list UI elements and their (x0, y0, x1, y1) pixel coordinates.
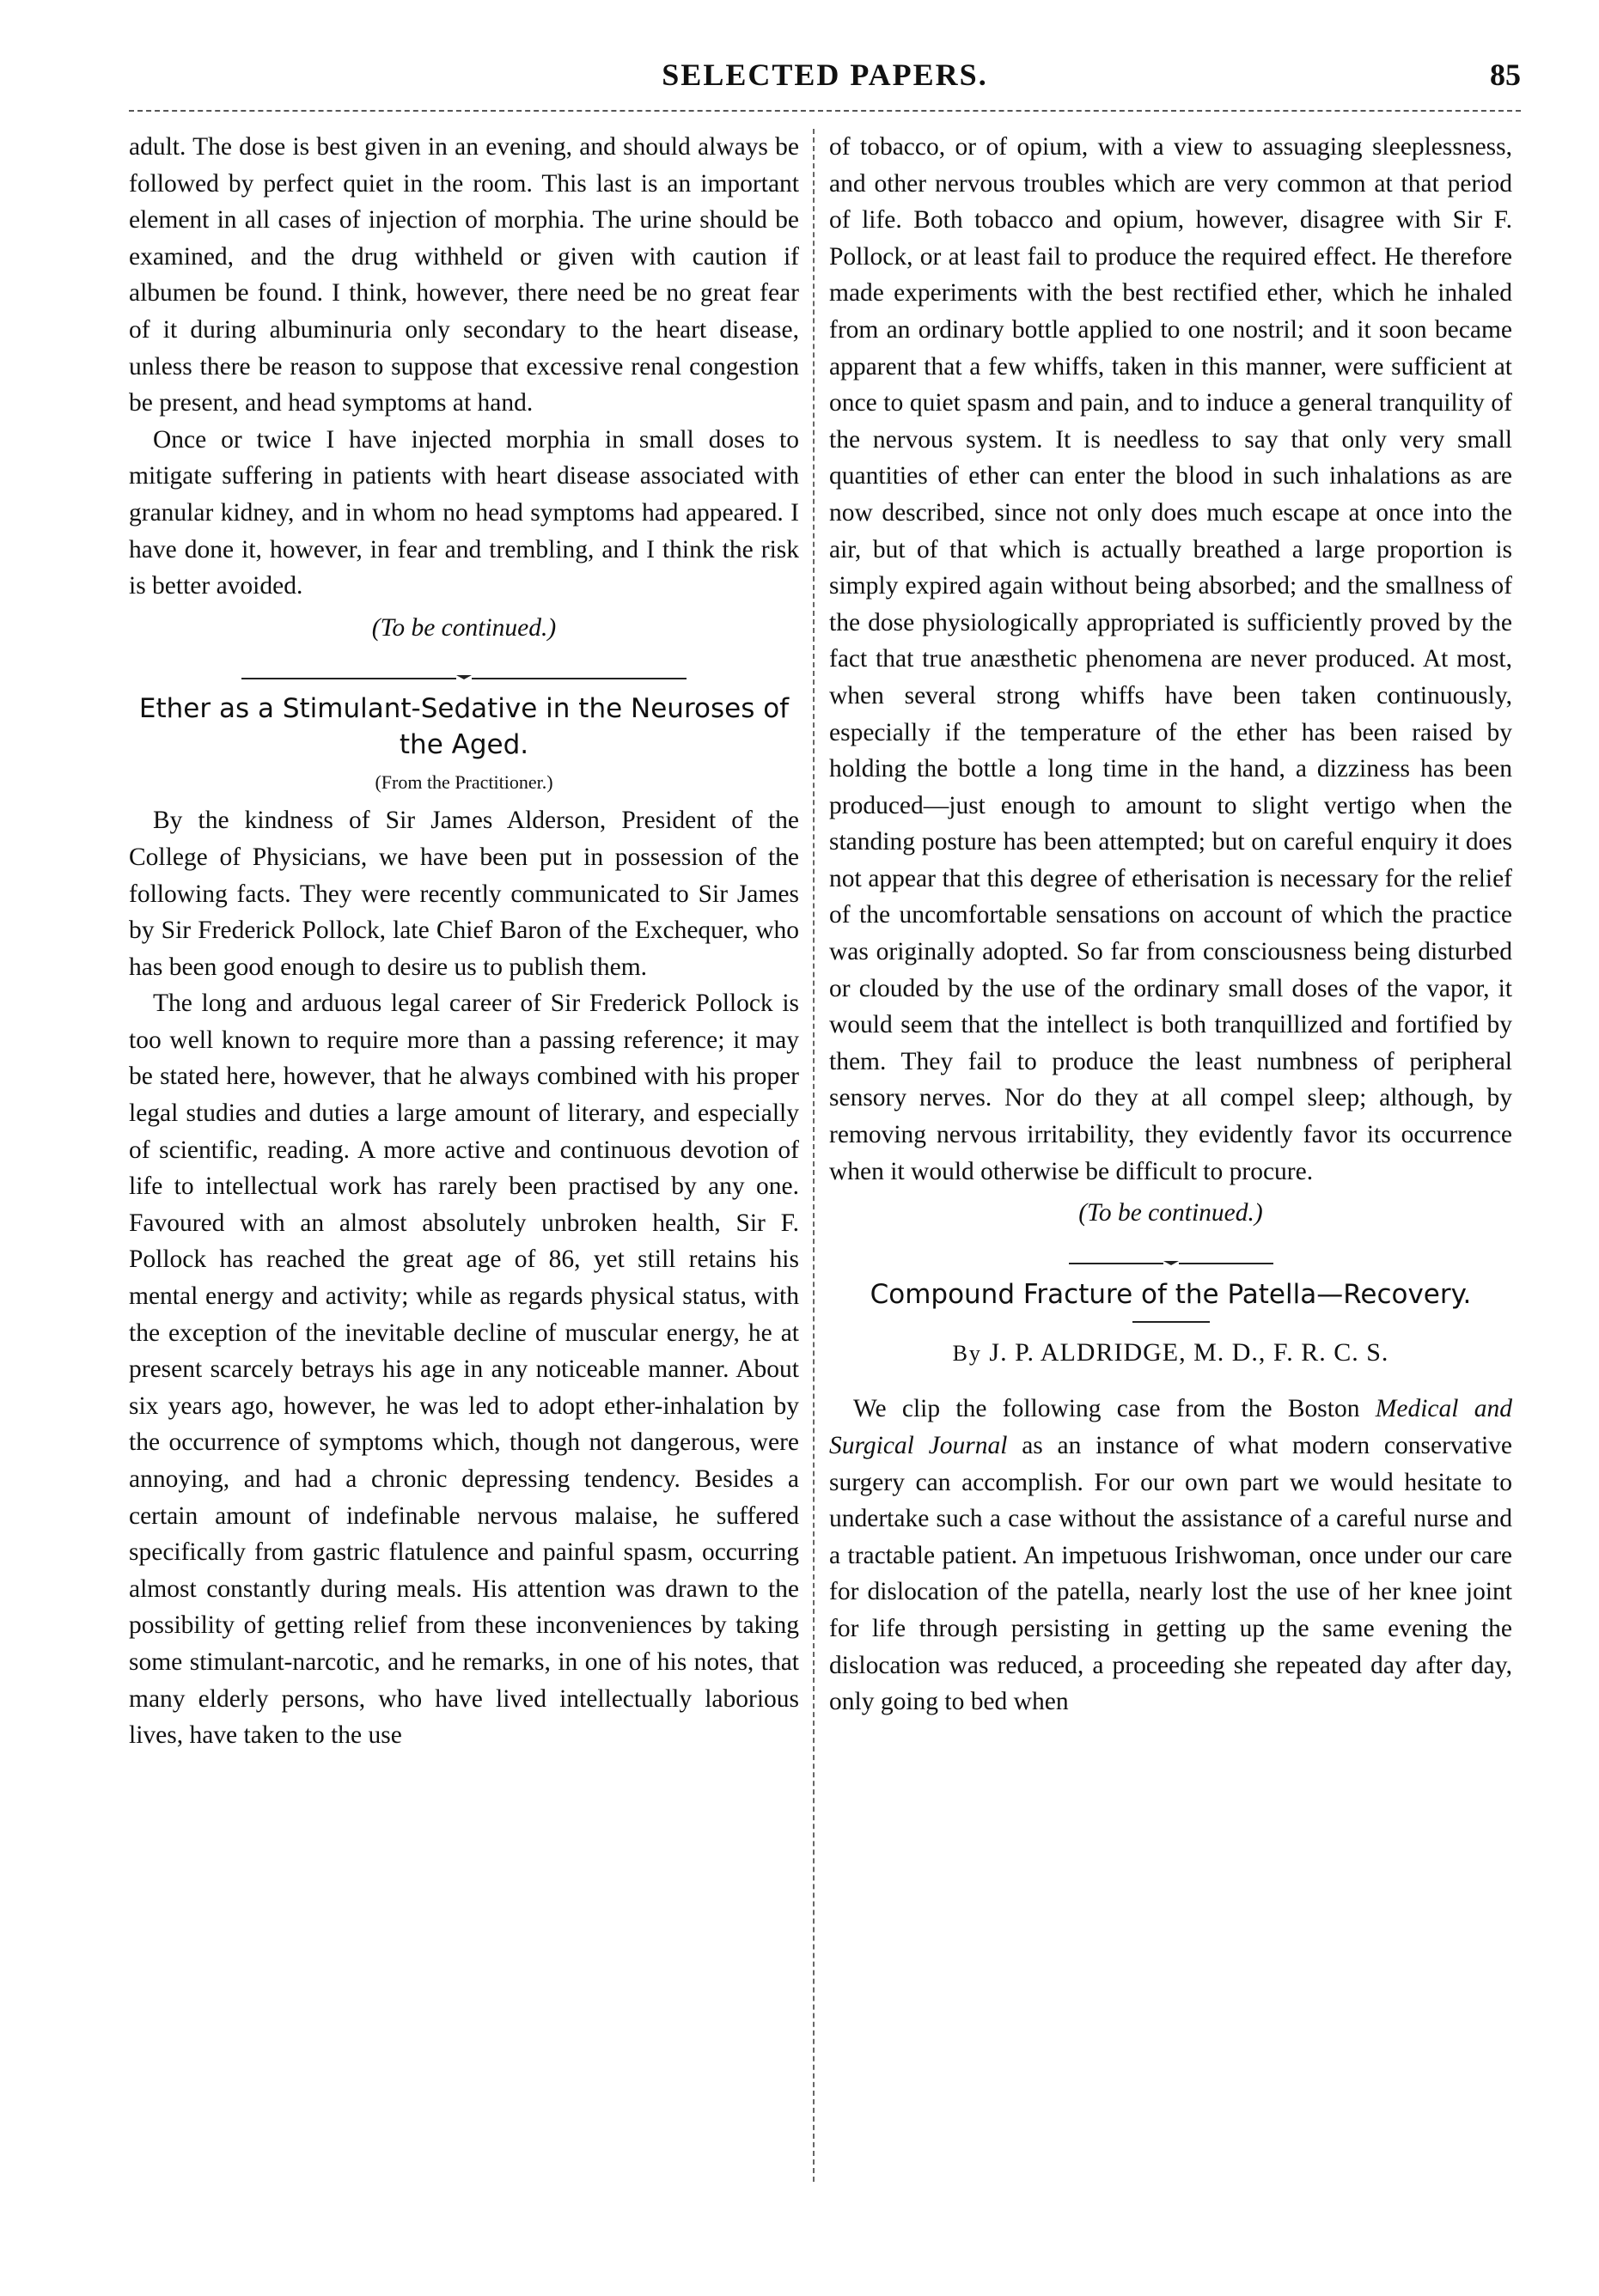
continued-note: (To be continued.) (1078, 1199, 1263, 1227)
text-run: as an instance of what modern conservative surgery can accomplish. For our own part we would hesitate to undertake such a case without the assistance of a careful nurse and a tractable patient. An impetuous Irishwoman, once under our care for dislocation of the patella, nearly lost the use of her knee joint for life through persisting in getting up the same evening the dislocation was reduced, a proceeding she repeated day after day, only going to bed when (829, 1432, 1513, 1716)
left-column (129, 129, 799, 1754)
article-title: Compound Fracture of the Patella—Recovery. (870, 1278, 1472, 1310)
short-rule (1132, 1321, 1210, 1323)
paragraph: By the kindness of Sir James Alderson, President of the College of Physicians, we have been put in possession of the following facts. They were recently communicated to Sir James by Sir Frederick Pollock, late Chief Baron of the Exchequer, who has been good enough to desire us to publish them. (129, 807, 799, 981)
page-number: 85 (1490, 58, 1521, 92)
divider-line (241, 678, 456, 679)
paragraph: adult. The dose is best given in an evening, and should always be followed by perfect quiet in the room. This last is an important element in all cases of injection of morphia. The urine should be examined, and the drug withheld or given with caution if albumen be found. I think, however, there need be no great fear of it during albuminuria only secondary to the heart disease, unless there be reason to suppose that excessive renal congestion be present, and head symptoms at hand. (129, 133, 799, 417)
ornamental-divider (829, 1244, 1512, 1261)
divider-ornament (456, 675, 472, 679)
author-name: J. P. ALDRIDGE, M. D., F. R. C. S. (989, 1337, 1389, 1367)
divider-line (1069, 1263, 1163, 1264)
ornamental-divider (129, 658, 799, 675)
divider-line (1179, 1263, 1273, 1264)
continued-note: (To be continued.) (371, 613, 557, 642)
page-header (129, 57, 1521, 100)
byline (829, 1335, 1512, 1373)
byline-by: By (952, 1340, 982, 1366)
source-line: (From the Practitioner.) (375, 771, 553, 794)
article-title: Ether as a Stimulant-Sedative in the Neuroses of the Aged. (138, 693, 790, 761)
paragraph (829, 1391, 1512, 1720)
column-divider (813, 129, 815, 2182)
divider-line (472, 678, 687, 679)
journal-name: Medical and Surgical Journal (829, 1395, 1513, 1459)
paragraph: The long and arduous legal career of Sir Frederick Pollock is too well known to require more than a passing reference; it may be stated here, however, that he always combined with his proper legal studies and duties a large amount of literary, and especially of scientific, reading. A more active and continuous devotion of life to intellectual work has rarely been practised by any one. Favoured with an almost absolutely unbroken health, Sir F. Pollock has reached the great age of 86, yet still retains his mental energy and activity; while as regards physical status, with the exception of the inevitable decline of muscular energy, he at present scarcely betrays his age in any noticeable manner. About six years ago, however, he was led to adopt ether-inhalation by the occurrence of symptoms which, though not dangerous, were annoying, and had a chronic depressing tendency. Besides a certain amount of indefinable nervous malaise, he suffered specifically from gastric flatulence and painful spasm, occurring almost constantly during meals. His attention was drawn to the possibility of getting relief from these inconveniences by taking some stimulant-narcotic, and he remarks, in one of his notes, that many elderly persons, who have lived intellectually laborious lives, have taken to the use (129, 990, 799, 1750)
paragraph: of tobacco, or of opium, with a view to assuaging sleeplessness, and other nervous troubles which are very common at that period of life. Both tobacco and opium, however, disagree with Sir F. Pollock, or at least fail to produce the required effect. He therefore made experiments with the best rectified ether, which he inhaled from an ordinary bottle applied to one nostril; and it soon became apparent that a few whiffs, taken in this manner, were sufficient at once to quiet spasm and pain, and to induce a general tranquility of the nervous system. It is needless to say that only very small quantities of ether can enter the blood in such inhalations as are now described, since not only does much escape at once into the air, but of that which is actually breathed a large proportion is simply expired again without being absorbed; and the smallness of the dose physiologically appropriated is sufficiently proved by the fact that true anæsthetic phenomena are never produced. At most, when several strong whiffs have been taken continuously, especially if the temperature of the ether has been raised by holding the bottle a long time in the hand, a dizziness has been produced—just enough to amount to slight vertigo when the standing posture has been attempted; but on careful enquiry it does not appear that this degree of etherisation is necessary for the relief of the uncomfortable sensations on account of which the practice was originally adopted. So far from consciousness being disturbed or clouded by the use of the ordinary small doses of the vapor, it would seem that the intellect is both tranquillized and fortified by them. They fail to produce the least numbness of peripheral sensory nerves. Nor do they at all compel sleep; although, by removing nervous irritability, they evidently favor its occurrence when it would otherwise be difficult to procure. (829, 133, 1512, 1185)
divider-ornament (1163, 1261, 1179, 1265)
running-title: SELECTED PAPERS. (662, 58, 988, 92)
right-column (829, 129, 1512, 1720)
text-run: We clip the following case from the Boston (853, 1395, 1360, 1423)
header-rule (129, 110, 1521, 112)
paragraph: Once or twice I have injected morphia in small doses to mitigate suffering in patients with heart disease associated with granular kidney, and in whom no head symptoms had appeared. I have done it, however, in fear and trembling, and I think the risk is better avoided. (129, 425, 799, 600)
